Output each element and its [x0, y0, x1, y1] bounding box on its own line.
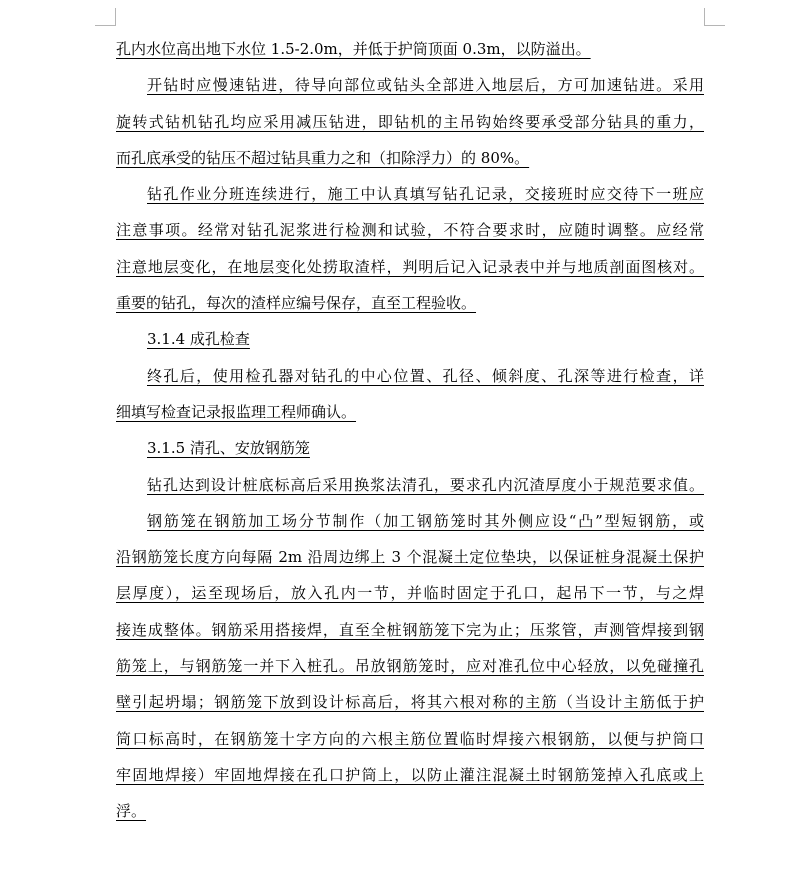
text-line: 筒口标高时，在钢筋笼十字方向的六根主筋位置临时焊接六根钢筋，以便与护筒口 [116, 729, 704, 748]
text-line: 钢筋笼在钢筋加工场分节制作（加工钢筋笼时其外侧应设“凸”型短钢筋，或 [147, 511, 704, 530]
text-line: 牢固地焊接）牢固地焊接在孔口护筒上，以防止灌注混凝土时钢筋笼掉入孔底或上 [116, 765, 704, 784]
text-line: 层厚度），运至现场后，放入孔内一节，并临时固定于孔口，起吊下一节，与之焊 [116, 584, 704, 603]
page-corner-mark-top-left [95, 8, 116, 26]
text-line: 终孔后，使用检孔器对钻孔的中心位置、孔径、倾斜度、孔深等进行检查，详 [147, 366, 704, 385]
text-line: 注意事项。经常对钻孔泥浆进行检测和试验，不符合要求时，应随时调整。应经常 [116, 221, 704, 240]
text-line: 旋转式钻机钻孔均应采用减压钻进，即钻机的主吊钩始终要承受部分钻具的重力， [116, 112, 704, 131]
text-line: 注意地层变化，在地层变化处捞取渣样，判明后记入记录表中并与地质剖面图核对。 [116, 257, 704, 276]
text-line: 浮。 [116, 802, 147, 821]
text-line: 钻孔达到设计桩底标高后采用换浆法清孔，要求孔内沉渣厚度小于规范要求值。 [147, 475, 704, 494]
section-heading: 3.1.4 成孔检查 [147, 330, 250, 349]
text-line: 钻孔作业分班连续进行，施工中认真填写钻孔记录，交接班时应交待下一班应 [147, 185, 704, 204]
text-line: 壁引起坍塌；钢筋笼下放到设计标高后，将其六根对称的主筋（当设计主筋低于护 [116, 693, 704, 712]
text-line: 开钻时应慢速钻进，待导向部位或钻头全部进入地层后，方可加速钻进。采用 [147, 76, 704, 95]
document-body[interactable] [116, 31, 704, 830]
text-line: 重要的钻孔，每次的渣样应编号保存，直至工程验收。 [116, 294, 477, 313]
section-heading: 3.1.5 清孔、安放钢筋笼 [147, 439, 310, 458]
text-line: 接连成整体。钢筋采用搭接焊，直至全桩钢筋笼下完为止；压浆管，声测管焊接到钢 [116, 620, 704, 639]
text-line: 筋笼上，与钢筋笼一并下入桩孔。吊放钢筋笼时，应对准孔位中心轻放，以免碰撞孔 [116, 657, 704, 676]
text-line: 而孔底承受的钻压不超过钻具重力之和（扣除浮力）的 80%。 [116, 148, 530, 167]
page-corner-mark-top-right [704, 8, 725, 26]
text-line: 细填写检查记录报监理工程师确认。 [116, 402, 357, 421]
text-line: 孔内水位高出地下水位 1.5-2.0m，并低于护筒顶面 0.3m，以防溢出。 [116, 40, 591, 58]
text-line: 沿钢筋笼长度方向每隔 2m 沿周边绑上 3 个混凝土定位垫块，以保证桩身混凝土保护 [116, 548, 704, 567]
